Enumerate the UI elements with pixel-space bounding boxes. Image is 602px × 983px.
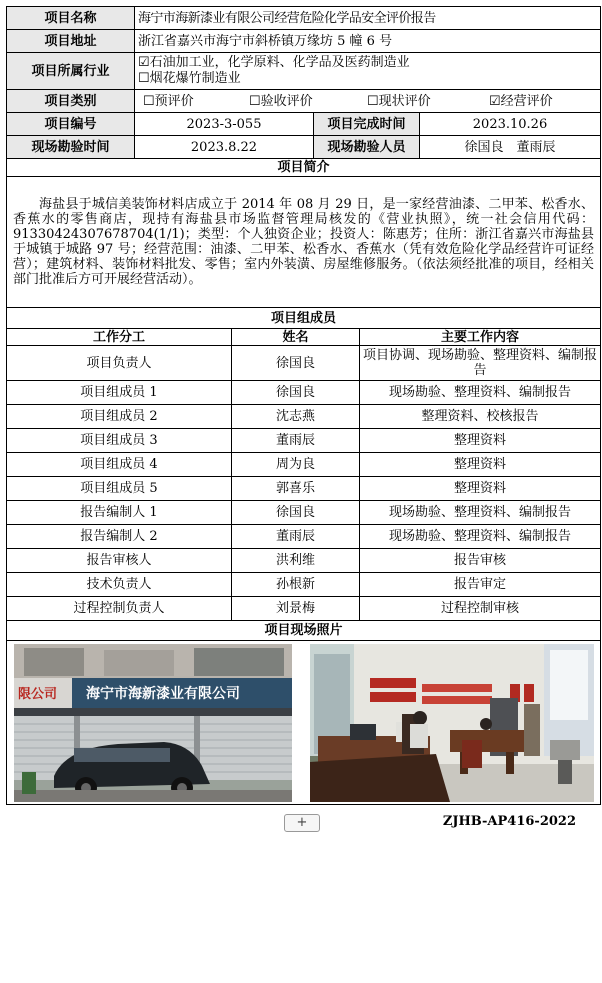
- team-name-cell: 董雨辰: [232, 525, 360, 549]
- team-rows: [7, 346, 601, 621]
- project-industry-label: 项目所属行业: [7, 53, 135, 90]
- surveyors-label: 现场勘验人员: [314, 136, 420, 159]
- team-division-cell: 项目组成员 2: [7, 405, 232, 429]
- team-division-cell: 过程控制负责人: [7, 597, 232, 621]
- project-address-label: 项目地址: [7, 30, 135, 53]
- table-row: [7, 525, 601, 549]
- storefront-image: [14, 644, 292, 802]
- row-project-category: [7, 90, 601, 113]
- team-division-cell: 报告编制人 1: [7, 501, 232, 525]
- surveyors-value: 徐国良 董雨辰: [420, 136, 601, 159]
- team-work-cell: 整理资料: [360, 477, 601, 501]
- survey-time-label: 现场勘验时间: [7, 136, 135, 159]
- row-photos: [7, 641, 601, 805]
- category-acceptance-evaluation: ☐验收评价: [249, 93, 313, 109]
- team-division-cell: 项目组成员 5: [7, 477, 232, 501]
- office-image: [310, 644, 594, 802]
- team-header-division: 工作分工: [7, 329, 232, 346]
- industry-option-fireworks: ☐烟花爆竹制造业: [138, 71, 241, 86]
- project-name-value: 海宁市海新漆业有限公司经营危险化学品安全评价报告: [135, 7, 601, 30]
- team-work-cell: 现场勘验、整理资料、编制报告: [360, 381, 601, 405]
- completion-time-value: 2023.10.26: [420, 113, 601, 136]
- sign-side-text: 限公司: [17, 687, 57, 702]
- table-row: [7, 573, 601, 597]
- team-name-cell: 洪利维: [232, 549, 360, 573]
- sign-main-text: 海宁市海新漆业有限公司: [85, 686, 240, 702]
- table-row: [7, 501, 601, 525]
- photo-storefront: [14, 644, 292, 802]
- report-info-table: [6, 6, 601, 805]
- team-name-cell: 徐国良: [232, 501, 360, 525]
- row-survey: [7, 136, 601, 159]
- team-name-cell: 郭喜乐: [232, 477, 360, 501]
- row-intro-text: [7, 177, 601, 308]
- table-row: [7, 381, 601, 405]
- team-division-cell: 报告编制人 2: [7, 525, 232, 549]
- row-project-industry: [7, 53, 601, 90]
- table-row: [7, 549, 601, 573]
- team-division-cell: 项目组成员 3: [7, 429, 232, 453]
- project-category-options: [135, 90, 601, 113]
- team-name-cell: 孙根新: [232, 573, 360, 597]
- team-work-cell: 项目协调、现场勘验、整理资料、编制报告: [360, 346, 601, 381]
- project-number-value: 2023-3-055: [135, 113, 314, 136]
- team-name-cell: 徐国良: [232, 346, 360, 381]
- project-address-value: 浙江省嘉兴市海宁市斜桥镇万缘坊 5 幢 6 号: [135, 30, 601, 53]
- team-work-cell: 现场勘验、整理资料、编制报告: [360, 525, 601, 549]
- team-title: 项目组成员: [7, 308, 601, 329]
- expand-button[interactable]: +: [284, 814, 320, 832]
- team-work-cell: 整理资料: [360, 453, 601, 477]
- category-status-evaluation: ☐现状评价: [367, 93, 431, 109]
- team-name-cell: 沈志燕: [232, 405, 360, 429]
- row-team-header: [7, 329, 601, 346]
- document-code: ZJHB-AP416-2022: [442, 814, 576, 829]
- team-division-cell: 报告审核人: [7, 549, 232, 573]
- project-number-label: 项目编号: [7, 113, 135, 136]
- intro-title: 项目简介: [7, 159, 601, 177]
- team-name-cell: 徐国良: [232, 381, 360, 405]
- row-project-number: [7, 113, 601, 136]
- table-row: [7, 453, 601, 477]
- team-division-cell: 技术负责人: [7, 573, 232, 597]
- team-work-cell: 报告审核: [360, 549, 601, 573]
- table-row: [7, 346, 601, 381]
- project-category-label: 项目类别: [7, 90, 135, 113]
- photos-title: 项目现场照片: [7, 621, 601, 641]
- category-pre-evaluation: ☐预评价: [143, 93, 194, 109]
- team-header-name: 姓名: [232, 329, 360, 346]
- row-intro-title: [7, 159, 601, 177]
- team-work-cell: 报告审定: [360, 573, 601, 597]
- survey-time-value: 2023.8.22: [135, 136, 314, 159]
- team-division-cell: 项目组成员 4: [7, 453, 232, 477]
- row-photos-title: [7, 621, 601, 641]
- row-project-name: [7, 7, 601, 30]
- team-name-cell: 刘景梅: [232, 597, 360, 621]
- table-row: [7, 597, 601, 621]
- completion-time-label: 项目完成时间: [314, 113, 420, 136]
- row-team-title: [7, 308, 601, 329]
- team-name-cell: 周为良: [232, 453, 360, 477]
- team-work-cell: 现场勘验、整理资料、编制报告: [360, 501, 601, 525]
- team-work-cell: 整理资料: [360, 429, 601, 453]
- team-work-cell: 过程控制审核: [360, 597, 601, 621]
- table-row: [7, 405, 601, 429]
- team-work-cell: 整理资料、校核报告: [360, 405, 601, 429]
- project-name-label: 项目名称: [7, 7, 135, 30]
- table-row: [7, 477, 601, 501]
- team-name-cell: 董雨辰: [232, 429, 360, 453]
- project-industry-options: [135, 53, 601, 90]
- team-division-cell: 项目组成员 1: [7, 381, 232, 405]
- team-header-work: 主要工作内容: [360, 329, 601, 346]
- photo-office: [310, 644, 594, 802]
- category-operation-evaluation: ☑经营评价: [489, 93, 553, 109]
- team-division-cell: 项目负责人: [7, 346, 232, 381]
- row-project-address: [7, 30, 601, 53]
- intro-text: 海盐县于城信美装饰材料店成立于 2014 年 08 月 29 日，是一家经营油漆、二甲苯、松香水、香蕉水的零售商店，现持有海盐县市场监督管理局核发的《营业执照》，统一社会信用代码：91330424307678704(1/1)；类型：个人独资企业；投资人：陈惠芳；住所：浙江省嘉兴市海盐县于城镇于城路 97 号；经营范围：油漆、二甲苯、松香水、香蕉水（凭有效危险化学品经营许可证经营）；建筑材料、装饰材料批发、零售；室内外装潢、房屋维修服务。（依法须经批准的项目，经相关部门批准后方可开展经营活动）。: [7, 177, 601, 308]
- photos-cell: [7, 641, 601, 805]
- industry-option-petroleum: ☑石油加工业，化学原料、化学品及医药制造业: [138, 55, 410, 70]
- table-row: [7, 429, 601, 453]
